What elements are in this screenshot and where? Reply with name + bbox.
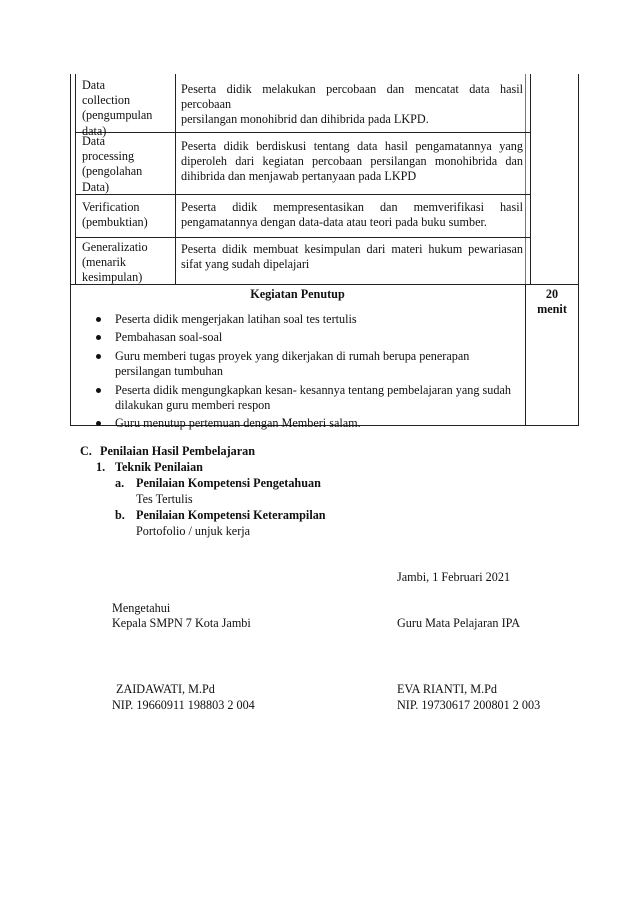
item-a-title: Penilaian Kompetensi Pengetahuan [136,476,321,490]
sub-title: Teknik Penilaian [115,460,203,474]
list-item: Peserta didik mengerjakan latihan soal tes tertulis [91,312,516,327]
list-item: Guru menutup pertemuan dengan Memberi salam. [91,416,516,431]
left-signer-name: ZAIDAWATI, M.Pd [116,682,215,696]
desc-generalization: Peserta didik membuat kesimpulan dari materi hukum pewariasan sifat yang sudah dipelajari [181,242,523,272]
step-verification: Verification (pembuktian) [82,200,148,230]
closing-title: Kegiatan Penutup [250,287,345,301]
bullet-icon [96,388,101,393]
item-b-value: Portofolio / unjuk kerja [136,524,251,538]
list-item: Guru memberi tugas proyek yang dikerjakan di rumah berupa penerapan persilangan tumbuhan [91,349,516,380]
desc-verification: Peserta didik mempresentasikan dan memverifikasi hasil pengamatannya dengan data-data atau teori pada buku sumber. [181,200,523,230]
step-data-collection: Data collection (pengumpulan data) [82,78,153,138]
closing-activities-list [91,312,516,435]
right-signer-name: EVA RIANTI, M.Pd [397,682,497,696]
sub-number: 1. [96,460,106,474]
item-b-label: b. [115,508,125,522]
list-item: Pembahasan soal-soal [91,330,516,345]
section-title: Penilaian Hasil Pembelajaran [100,444,256,458]
item-b-title: Penilaian Kompetensi Keterampilan [136,508,326,522]
left-signer-line1: Mengetahui [112,601,171,615]
right-signer-nip: NIP. 19730617 200801 2 003 [397,698,541,712]
left-signer-line2: Kepala SMPN 7 Kota Jambi [112,616,251,630]
desc-data-processing: Peserta didik berdiskusi tentang data hasil pengamatannya yang diperoleh dari kegiatan percobaan persilangan monohibrida dan dihibrida dan menjawab pertanyaan pada LKPD [181,139,523,184]
left-signer-nip: NIP. 19660911 198803 2 004 [112,698,255,712]
section-label: C. [80,444,92,458]
place-date: Jambi, 1 Februari 2021 [397,570,511,584]
bullet-icon [96,335,101,340]
step-data-processing: Data processing (pengolahan Data) [82,134,143,194]
item-a-value: Tes Tertulis [136,492,193,506]
bullet-icon [96,354,101,359]
desc-data-collection: Peserta didik melakukan percobaan dan mencatat data hasil percobaan persilangan monohibrid dan dihibrida pada LKPD. [181,82,523,127]
bullet-icon [96,317,101,322]
item-a-label: a. [115,476,125,490]
step-generalization: Generalizatio (menarik kesimpulan) [82,240,148,285]
closing-duration: 20 menit [537,287,567,316]
list-item: Peserta didik mengungkapkan kesan- kesannya tentang pembelajaran yang sudah dilakukan guru memberi respon [91,383,516,414]
bullet-icon [96,421,101,426]
right-signer-role: Guru Mata Pelajaran IPA [397,616,521,630]
